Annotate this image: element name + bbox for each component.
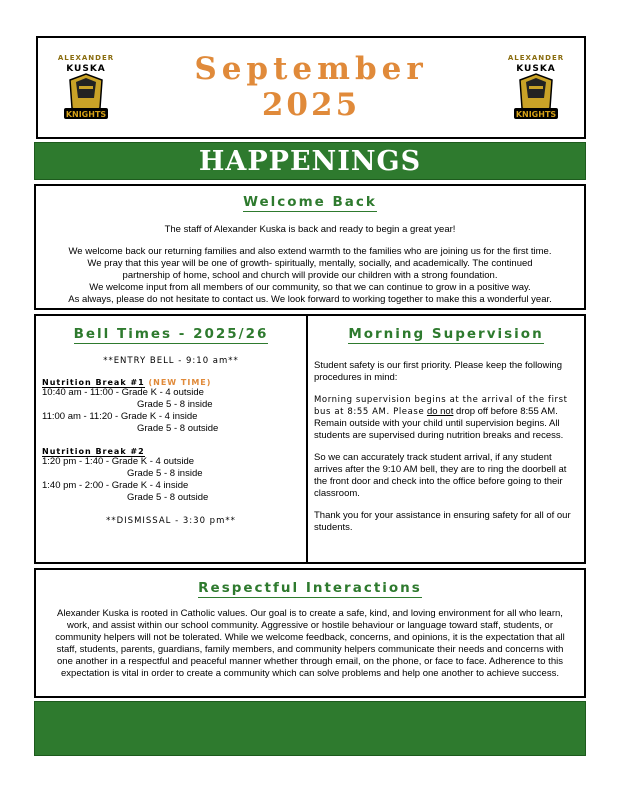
schedule-row: Grade 5 - 8 inside xyxy=(137,399,213,410)
svg-text:KNIGHTS: KNIGHTS xyxy=(65,110,107,119)
nutrition-break-1-title: Nutrition Break #1 (NEW TIME) xyxy=(42,378,212,387)
header-box xyxy=(36,36,586,139)
happenings-banner xyxy=(34,142,586,180)
bell-times-section xyxy=(34,314,308,564)
welcome-paragraph xyxy=(36,246,584,306)
svg-text:ALEXANDER: ALEXANDER xyxy=(507,54,565,62)
schedule-row: 11:00 am - 11:20 - Grade K - 4 inside xyxy=(42,411,198,422)
thank-you-note: Thank you for your assistance in ensuring safety for all of our students. xyxy=(314,510,571,533)
svg-text:KUSKA: KUSKA xyxy=(66,64,106,74)
entry-bell: **ENTRY BELL - 9:10 am** xyxy=(103,356,239,366)
welcome-line: As always, please do not hesitate to contact us. We look forward to working together to make this a wonderful year. xyxy=(68,294,552,305)
late-arrival-procedure: So we can accurately track student arrival, if any student arrives after the 9:10 AM bell, they are to ring the doorbell at the front door and check into the office before going to their classroom. xyxy=(314,452,567,499)
knights-logo-right xyxy=(496,46,576,132)
new-time-label: (NEW TIME) xyxy=(148,378,212,387)
schedule-row: Grade 5 - 8 outside xyxy=(137,423,219,434)
respect-paragraph: Alexander Kuska is rooted in Catholic values. Our goal is to create a safe, kind, and loving environment for all who learn, work, and assist within our school community. Aggressive or hostile behaviour or language toward staff, students, or community helpers will not be tolerated. While we welcome feedback, concerns, and opinions, it is the expectation that all staff, students, parents, guardians, family members, and community helpers communicate their needs and concerns with one another in a respectful and peaceful manner whether through email, on the phone, or face to face. Adherence to this expectation is vital in order to create a community which can solve problems and help one another to achieve success. xyxy=(55,608,565,679)
month-title: September xyxy=(194,51,428,87)
svg-text:KUSKA: KUSKA xyxy=(516,64,556,74)
supervision-rules: Morning supervision begins at the arrival of the first bus at 8:55 AM. Please do not drop off before 8:55 AM. Remain outside with your child until supervision begins. All students are supervised during nutrition breaks and recess. xyxy=(314,395,568,441)
nutrition-break-1-schedule xyxy=(42,387,306,435)
schedule-row: 10:40 am - 11:00 - Grade K - 4 outside xyxy=(42,387,204,398)
banner-title: HAPPENINGS xyxy=(198,146,422,177)
bell-times-title: Bell Times - 2025/26 xyxy=(73,326,269,342)
welcome-title: Welcome Back xyxy=(243,194,377,210)
welcome-line: partnership of home, school and church will provide our children with a strong foundation. xyxy=(122,270,498,281)
safety-intro: Student safety is our first priority. Please keep the following procedures in mind: xyxy=(314,360,563,383)
morning-supervision-title: Morning Supervision xyxy=(348,326,544,342)
dismissal-time: **DISMISSAL - 3:30 pm** xyxy=(106,516,236,526)
respectful-interactions-title: Respectful Interactions xyxy=(198,580,422,596)
schedule-row: Grade 5 - 8 inside xyxy=(127,468,203,479)
welcome-line: We pray that this year will be one of growth- spiritually, mentally, socially, and academically. The continued xyxy=(87,258,533,269)
schedule-row: 1:20 pm - 1:40 - Grade K - 4 outside xyxy=(42,456,195,467)
morning-supervision-section xyxy=(306,314,586,564)
nutrition-break-2-schedule xyxy=(42,456,306,504)
svg-text:KNIGHTS: KNIGHTS xyxy=(515,110,557,119)
welcome-intro: The staff of Alexander Kuska is back and ready to begin a great year! xyxy=(164,224,456,235)
schedule-row: Grade 5 - 8 outside xyxy=(127,492,209,503)
nutrition-break-2-title: Nutrition Break #2 xyxy=(42,447,145,456)
svg-text:ALEXANDER: ALEXANDER xyxy=(57,54,115,62)
welcome-line: We welcome back our returning families and also extend warmth to the families who are joining us for the first time. xyxy=(68,246,552,257)
footer-bar xyxy=(34,701,586,756)
schedule-row: 1:40 pm - 2:00 - Grade K - 4 inside xyxy=(42,480,189,491)
welcome-line: We welcome input from all members of our community, so that we can continue to grow in a positive way. xyxy=(89,282,531,293)
year-title: 2025 xyxy=(261,87,361,123)
respectful-interactions-section xyxy=(34,568,586,698)
welcome-section xyxy=(34,184,586,310)
